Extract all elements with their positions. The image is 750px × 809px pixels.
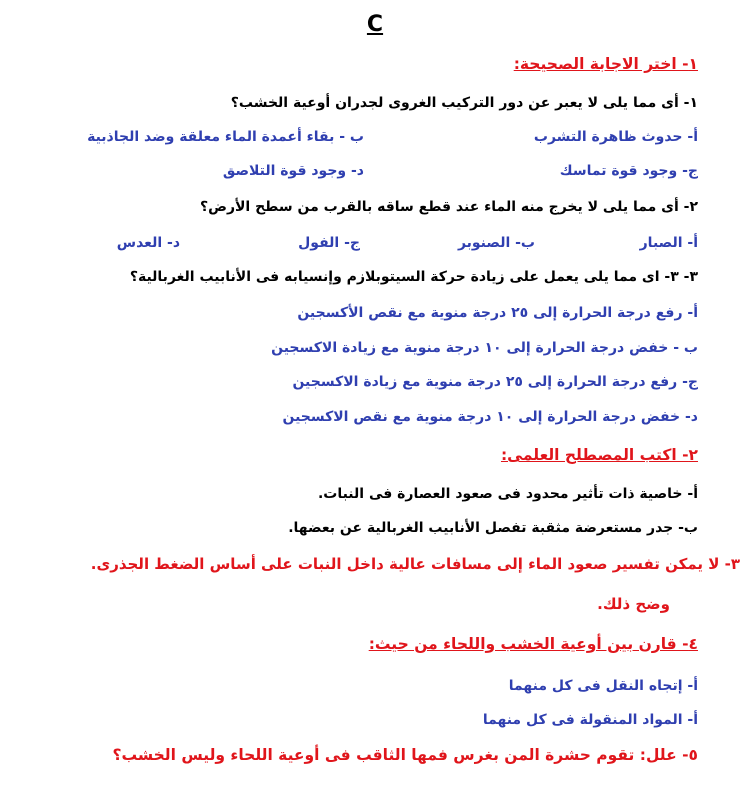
q3-option-a: أ- رفع درجة الحرارة إلى ٢٥ درجة منوية مع نقص الأكسجين [297,305,698,321]
q3-option-d: د- خفض درجة الحرارة إلى ١٠ درجة منوية مع نقص الاكسجين [282,409,698,425]
section-2-item-a: أ- خاصية ذات تأثير محدود فى صعود العصارة فى النبات. [317,486,698,502]
section-2-heading: ٢- اكتب المصطلح العلمى: [500,446,698,464]
page-title: C [366,12,384,37]
section-4-heading: ٤- قارن بين أوعية الخشب واللحاء من حيث: [368,635,698,653]
q2-option-d: د- العدس [116,235,180,251]
q2-option-c: ج- الفول [298,235,360,251]
section-4-item-a: أ- إتجاه النقل فى كل منهما [508,678,698,694]
q2-option-a: أ- الصبار [639,235,698,251]
q1-option-c: ج- وجود قوة تماسك [559,163,698,179]
q3-option-c: ج- رفع درجة الحرارة إلى ٢٥ درجة منوية مع زيادة الاكسجين [292,374,698,390]
section-2-item-b: ب- جدر مستعرضة مثقبة تفصل الأنابيب الغربالية عن بعضها. [288,520,698,536]
section-3-line-2: وضح ذلك. [597,595,670,613]
section-4-item-b: أ- المواد المنقولة فى كل منهما [482,712,698,728]
q2-option-b: ب- الصنوبر [457,235,535,251]
q1-option-a: أ- حدوث ظاهرة التشرب [533,129,698,145]
q3-option-b: ب - خفض درجة الحرارة إلى ١٠ درجة منوية مع زيادة الاكسجين [271,340,698,356]
question-2: ٢- أى مما يلى لا يخرج منه الماء عند قطع ساقه بالقرب من سطح الأرض؟ [199,199,698,215]
question-3: ٣- ٣- اى مما يلى يعمل على زيادة حركة السيتوبلازم وإنسيابه فى الأنابيب الغربالية؟ [129,269,698,285]
q1-option-d: د- وجود قوة التلاصق [222,163,364,179]
question-1: ١- أى مما يلى لا يعبر عن دور التركيب الغروى لجدران أوعية الخشب؟ [230,95,698,111]
section-1-heading: ١- اختر الاجابة الصحيحة: [513,55,698,73]
section-5-question: ٥- علل: تقوم حشرة المن بغرس فمها الثاقب فى أوعية اللحاء وليس الخشب؟ [112,746,698,764]
q1-option-b: ب - بقاء أعمدة الماء معلقة وضد الجاذبية [87,129,364,145]
section-3-line-1: ٣- لا يمكن تفسير صعود الماء إلى مسافات عالية داخل النبات على أساس الضغط الجذرى. [90,555,740,573]
